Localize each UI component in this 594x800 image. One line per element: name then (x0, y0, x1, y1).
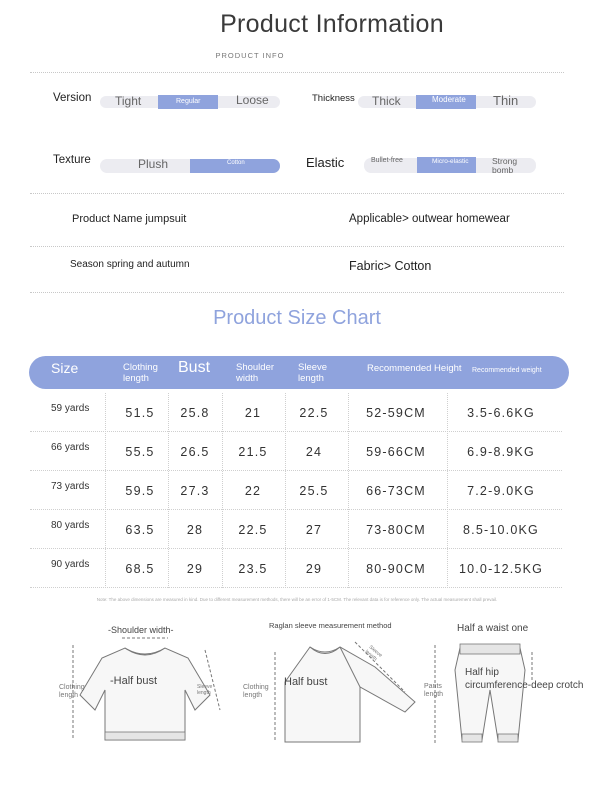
row-divider (30, 431, 562, 432)
cell-size: 59 yards (51, 403, 90, 414)
cell-bust: 26.5 (180, 445, 210, 459)
cell-sleeve-length: 25.5 (299, 484, 329, 498)
cell-size: 73 yards (51, 481, 90, 492)
fabric: Fabric> Cotton (349, 259, 432, 273)
row-divider (30, 509, 562, 510)
column-divider (285, 393, 286, 588)
column-divider (105, 393, 106, 588)
raglan-illustration (265, 642, 425, 747)
thickness-option-thick: Thick (372, 94, 401, 108)
diagram-sweater-center-label: -Half bust (110, 675, 158, 687)
cell-size: 90 yards (51, 559, 90, 570)
header-clothing-length: Clothing length (123, 362, 158, 384)
cell-sleeve-length: 24 (305, 445, 323, 459)
cell-clothing-length: 63.5 (125, 523, 155, 537)
cell-sleeve-length: 22.5 (299, 406, 329, 420)
column-divider (348, 393, 349, 588)
diagram-pants-top-label: Half a waist one (457, 623, 529, 634)
cell-clothing-length: 51.5 (125, 406, 155, 420)
elastic-option-strong-bomb: Strong bomb (492, 156, 518, 175)
elastic-label: Elastic (306, 155, 345, 170)
cell-clothing-length: 68.5 (125, 562, 155, 576)
cell-bust: 29 (186, 562, 204, 576)
header-shoulder-width: Shoulder width (236, 362, 275, 384)
cell-recommended-height: 73-80CM (366, 523, 426, 537)
row-divider (30, 470, 562, 471)
thickness-option-moderate: Moderate (432, 95, 466, 104)
diagram-sweater-top-label: -Shoulder width- (108, 625, 174, 635)
cell-recommended-height: 52-59CM (366, 406, 426, 420)
row-divider (30, 587, 562, 588)
diagram-sweater-left-label: Clothing length (59, 684, 85, 699)
cell-shoulder-width: 22 (244, 484, 262, 498)
column-divider (447, 393, 448, 588)
cell-sleeve-length: 29 (305, 562, 323, 576)
cell-recommended-height: 66-73CM (366, 484, 426, 498)
diagram-sweater-right-label: Sleeve length (197, 684, 213, 696)
cell-shoulder-width: 22.5 (238, 523, 268, 537)
texture-label: Texture (53, 154, 91, 166)
diagram-pants-center-label-1: Half hip (465, 667, 499, 678)
diagram-raglan-right-label: Sleeve length (363, 644, 384, 663)
cell-recommended-weight: 6.9-8.9KG (467, 445, 535, 459)
header-sleeve-length: Sleeve length (298, 362, 328, 384)
version-label: Version (53, 92, 92, 104)
cell-clothing-length: 59.5 (125, 484, 155, 498)
version-option-tight: Tight (115, 94, 142, 108)
thickness-label: Thickness (312, 93, 355, 104)
texture-option-plush: Plush (138, 157, 169, 171)
row-divider (30, 548, 562, 549)
header-bust: Bust (178, 359, 211, 376)
cell-bust: 27.3 (180, 484, 210, 498)
season: Season spring and autumn (70, 259, 190, 270)
cell-shoulder-width: 21.5 (238, 445, 268, 459)
column-divider (222, 393, 223, 588)
measurement-note: Note: The above dimensions are measured in kind. Due to different measurement methods, there will be an error of 1-5CM. The relevant data is for reference only. The actual measurement shall prevail. (96, 597, 498, 602)
version-option-regular: Regular (176, 98, 201, 105)
divider (30, 246, 564, 247)
column-divider (168, 393, 169, 588)
header-size: Size (51, 360, 79, 376)
divider (30, 193, 564, 194)
diagram-raglan-top-label: Raglan sleeve measurement method (269, 621, 392, 630)
divider (30, 72, 564, 73)
header-recommended-height: Recommended Height (367, 363, 462, 374)
page-title: Product Information (220, 10, 444, 38)
version-option-loose: Loose (236, 93, 269, 107)
cell-recommended-weight: 10.0-12.5KG (458, 562, 544, 576)
cell-shoulder-width: 21 (244, 406, 262, 420)
cell-sleeve-length: 27 (305, 523, 323, 537)
elastic-option-bullet-free: Bullet-free (371, 157, 403, 164)
product-name: Product Name jumpsuit (72, 213, 187, 225)
cell-recommended-weight: 7.2-9.0KG (467, 484, 535, 498)
cell-size: 80 yards (51, 520, 90, 531)
size-chart-title: Product Size Chart (213, 307, 381, 329)
diagram-raglan-center-label: Half bust (284, 676, 328, 688)
page-subtitle: PRODUCT INFO (215, 51, 285, 60)
applicable: Applicable> outwear homewear (349, 213, 510, 225)
cell-recommended-weight: 8.5-10.0KG (463, 523, 539, 537)
cell-shoulder-width: 23.5 (238, 562, 268, 576)
diagram-pants-left-label: Pants length (424, 683, 444, 698)
header-recommended-weight: Recommended weight (472, 367, 542, 374)
texture-option-cotton: Cotton (227, 160, 245, 166)
cell-clothing-length: 55.5 (125, 445, 155, 459)
cell-bust: 28 (186, 523, 204, 537)
diagram-pants-center-label-2: circumference-deep crotch (465, 680, 584, 691)
cell-bust: 25.8 (180, 406, 210, 420)
divider (30, 292, 564, 293)
cell-recommended-height: 59-66CM (366, 445, 426, 459)
diagram-raglan-left-label: Clothing length (243, 684, 269, 699)
cell-size: 66 yards (51, 442, 90, 453)
cell-recommended-height: 80-90CM (366, 562, 426, 576)
elastic-option-micro-elastic: Micro-elastic (432, 158, 469, 165)
thickness-option-thin: Thin (493, 93, 519, 108)
cell-recommended-weight: 3.5-6.6KG (467, 406, 535, 420)
